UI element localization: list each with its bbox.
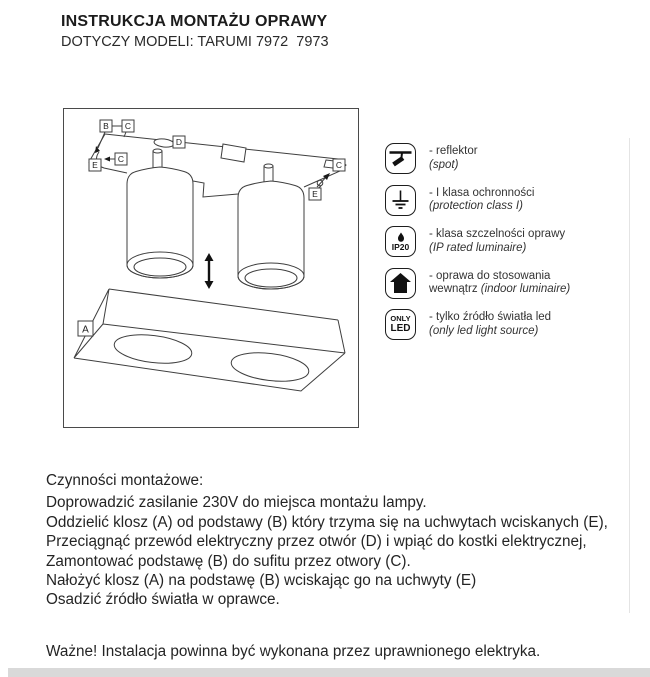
legend-item-led-only xyxy=(385,309,640,340)
label-C-left xyxy=(115,153,127,165)
svg-text:B: B xyxy=(103,121,109,131)
page-title: INSTRUKCJA MONTAŻU OPRAWY xyxy=(61,13,328,30)
warning-note: Ważne! Instalacja powinna być wykonana przez uprawnionego elektryka. xyxy=(46,643,541,660)
legend-sublabel: (spot) xyxy=(429,158,459,171)
instruction-line: Doprowadzić zasilanie 230V do miejsca montażu lampy. xyxy=(46,494,427,512)
instruction-line: Przeciągnąć przewód elektryczny przez otwór (D) i wpiąć do kostki elektrycznej, xyxy=(46,533,587,551)
ip20-icon xyxy=(385,226,416,257)
double-arrow-icon xyxy=(205,253,214,289)
label-B xyxy=(100,120,112,132)
model-subtitle: DOTYCZY MODELI: TARUMI 7972 7973 xyxy=(61,34,329,50)
legend-item-spot xyxy=(385,143,640,174)
assembly-diagram xyxy=(63,108,359,428)
instructions-heading: Czynności montażowe: xyxy=(46,472,204,489)
svg-text:D: D xyxy=(175,137,183,147)
label-C-right xyxy=(333,159,345,171)
lamp-technical-drawing xyxy=(64,109,358,427)
only-led-icon-text-bottom: LED xyxy=(390,322,411,334)
cover-hole-left xyxy=(113,331,194,367)
right-spot-body xyxy=(238,181,304,289)
scan-artifact-band xyxy=(8,668,650,677)
only-led-icon xyxy=(385,309,416,340)
assembly-instructions xyxy=(46,471,608,610)
cable-hole-D xyxy=(154,138,175,148)
label-E-left xyxy=(89,159,101,171)
legend-item-indoor xyxy=(385,268,640,299)
instruction-line: Nałożyć klosz (A) na podstawę (B) wciskając go na uchwyty (E) xyxy=(46,572,477,590)
legend-label: - oprawa do stosowania xyxy=(429,269,551,282)
legend-label: - klasa szczelności oprawy xyxy=(429,228,566,240)
indoor-icon xyxy=(385,268,416,299)
right-spot-neck xyxy=(264,166,273,183)
legend-item-ip-rating xyxy=(385,226,640,257)
legend-label: - I klasa ochronności xyxy=(429,186,535,199)
legend-label: - tylko źródło światła led xyxy=(429,311,552,323)
only-led-icon-text-top: ONLY xyxy=(390,314,411,324)
protection-class-1-icon xyxy=(385,185,416,216)
legend-sublabel: (only led light source) xyxy=(429,324,539,337)
label-D xyxy=(173,136,185,148)
label-E-right xyxy=(309,188,321,200)
ip20-icon-text: IP20 xyxy=(391,241,410,252)
svg-text:E: E xyxy=(312,189,318,199)
label-A xyxy=(78,321,93,336)
junction-box xyxy=(221,144,246,162)
legend-item-protection-class xyxy=(385,185,640,216)
legend xyxy=(385,143,640,351)
instruction-line: Osadzić źródło światła w oprawce. xyxy=(46,591,280,609)
instruction-line: Oddzielić klosz (A) od podstawy (B) który trzyma się na uchwytach wciskanych (E), xyxy=(46,513,608,531)
cover-box xyxy=(74,289,345,391)
legend-sublabel: (protection class I) xyxy=(429,200,523,212)
legend-sublabel: (IP rated luminaire) xyxy=(429,241,527,254)
instruction-line: Zamontować podstawę (B) do sufitu przez otwory (C). xyxy=(46,552,411,570)
left-spot-neck xyxy=(153,151,162,168)
spot-icon xyxy=(385,143,416,174)
legend-label: - reflektor xyxy=(429,145,478,157)
label-C-top xyxy=(122,120,134,132)
svg-text:C: C xyxy=(335,160,343,170)
legend-sublabel: wewnątrz (indoor luminaire) xyxy=(429,283,571,295)
scan-artifact-line xyxy=(629,138,630,613)
cover-hole-right xyxy=(230,349,311,385)
left-spot-body xyxy=(127,167,193,278)
svg-text:E: E xyxy=(92,160,98,170)
svg-text:A: A xyxy=(82,324,89,336)
svg-text:C: C xyxy=(117,154,125,164)
svg-text:C: C xyxy=(124,121,132,131)
spot-cylinders xyxy=(127,149,304,289)
